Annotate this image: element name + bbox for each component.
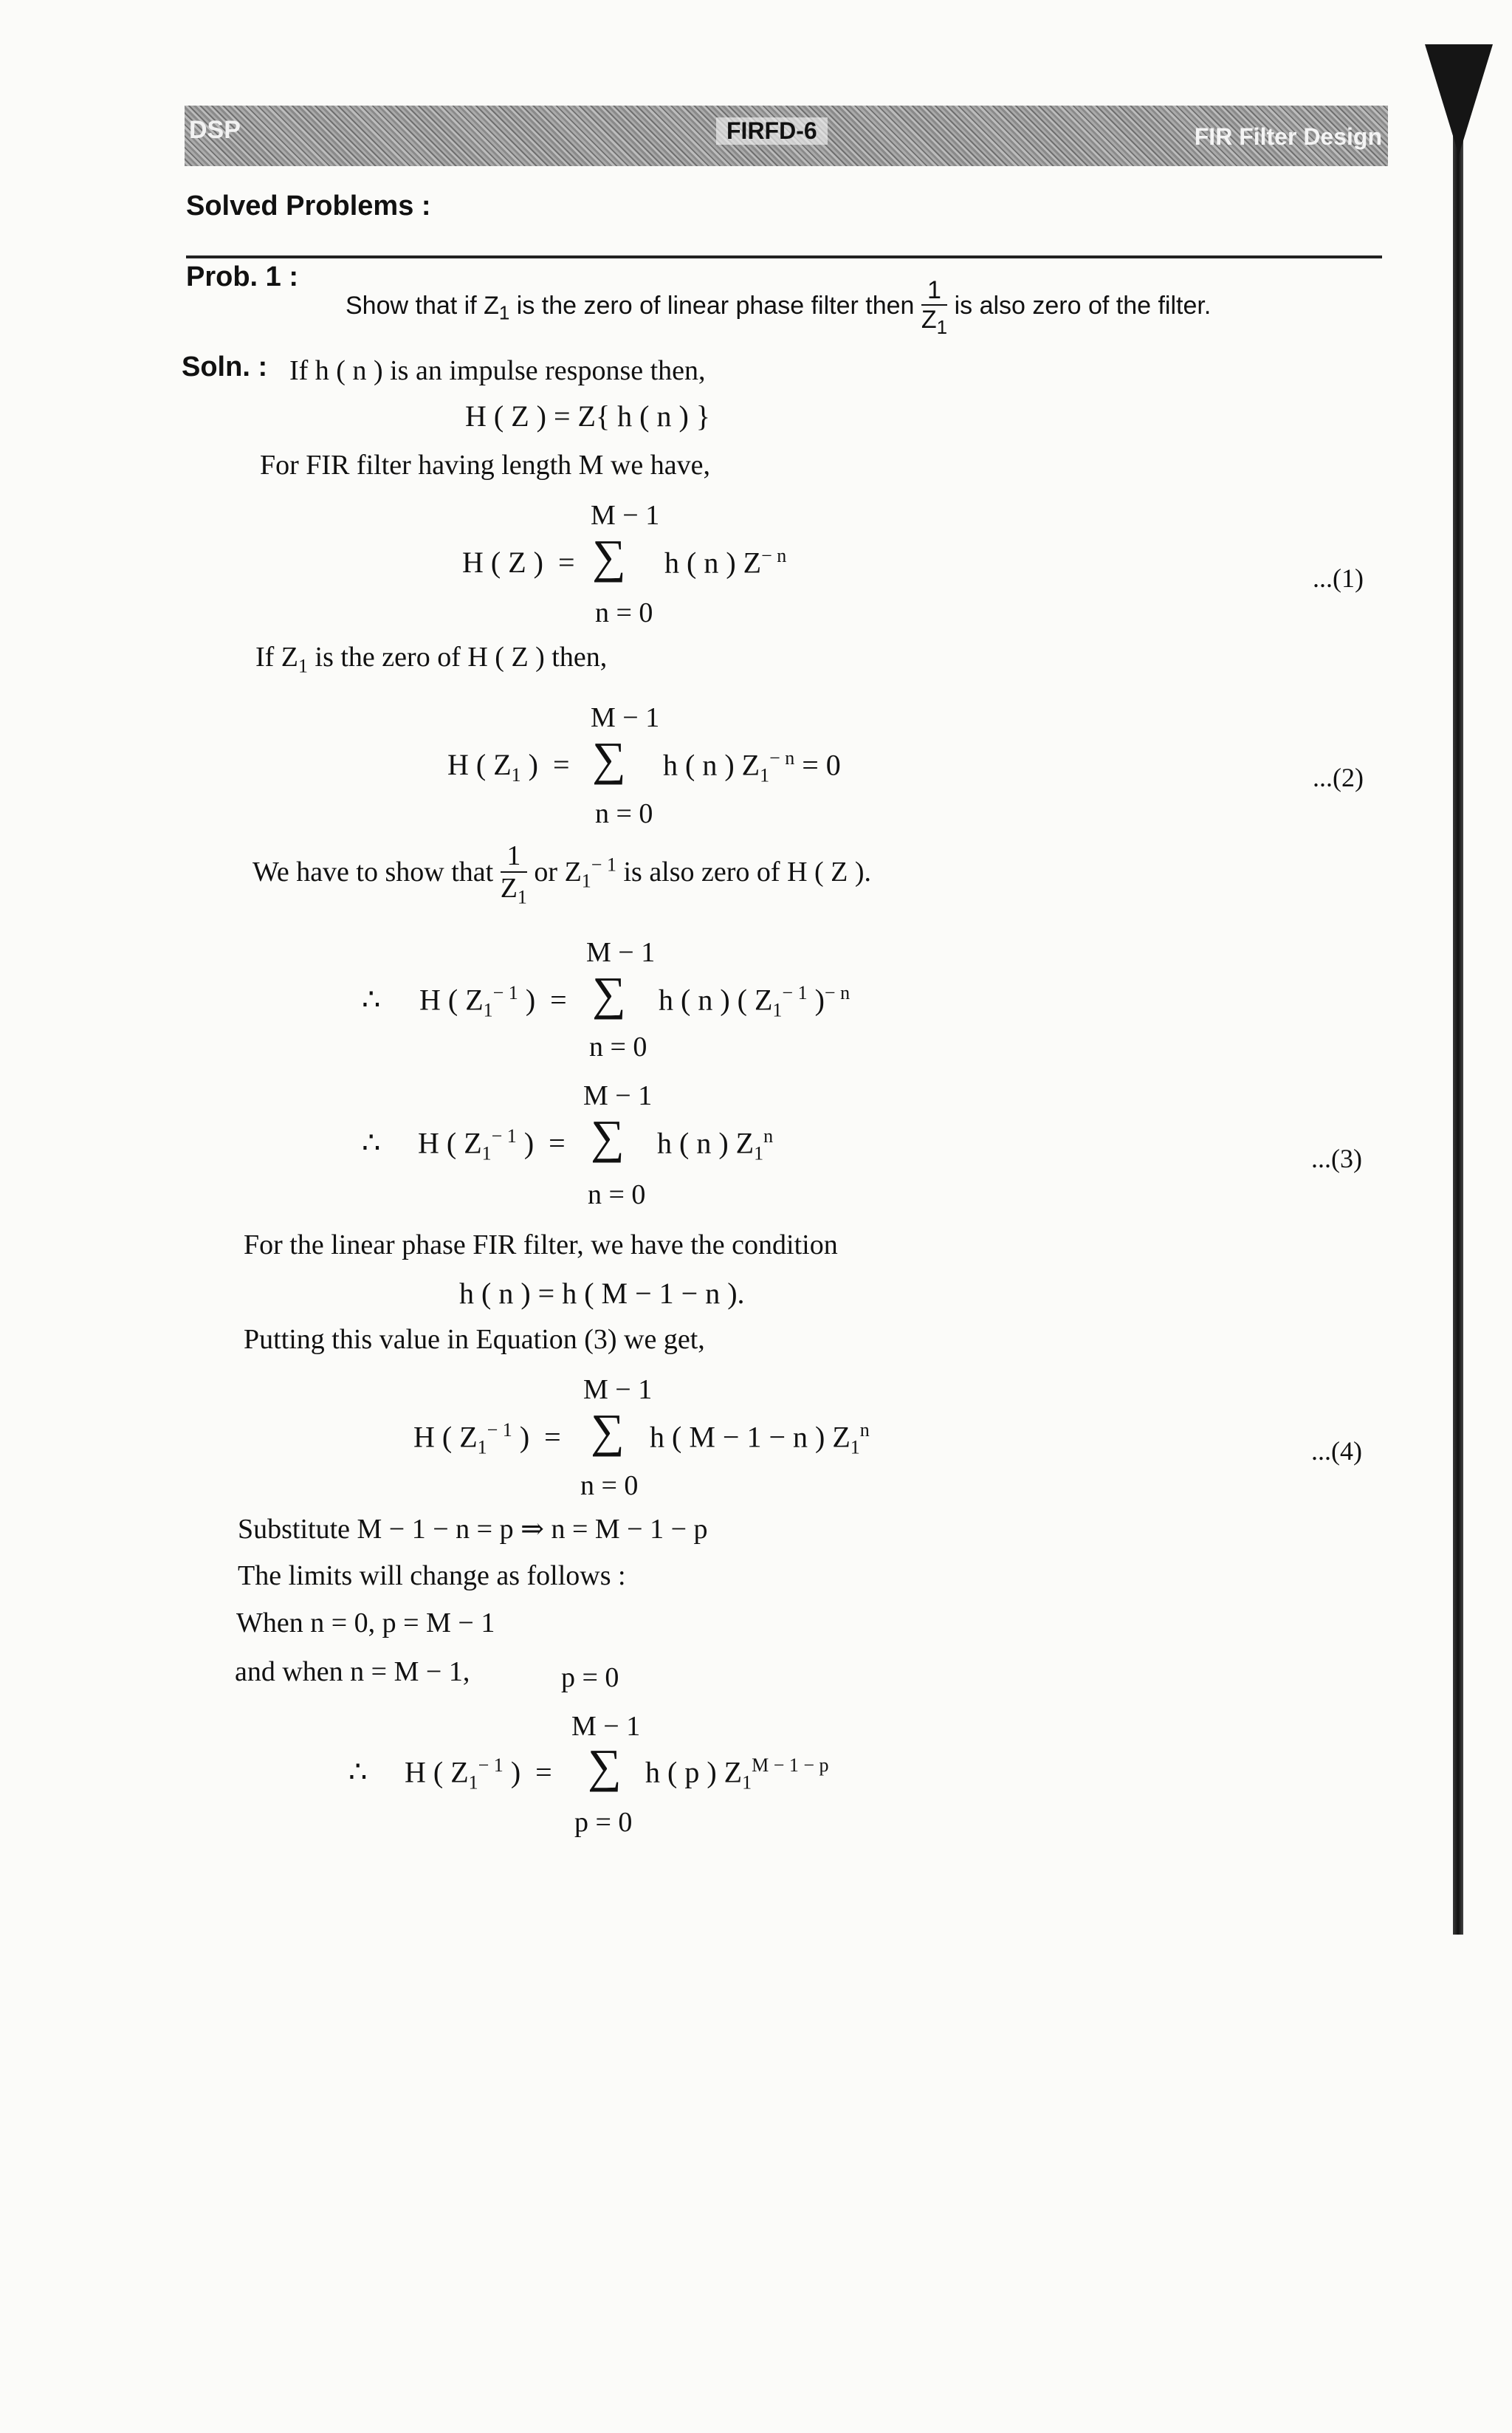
problem-label: Prob. 1 : <box>186 261 299 292</box>
eq3-sigma: ∑ <box>591 1111 625 1163</box>
eq2-rhs: h ( n ) $Z_1^{- n} = 0$ <box>663 747 841 786</box>
page-header <box>185 106 1388 166</box>
eq2-number: ...(2) <box>1313 763 1364 792</box>
when-nm1-text: and when n = M − 1, <box>235 1656 470 1687</box>
eqa-therefore: ∴ <box>362 983 381 1016</box>
show-text-a: We have to show that <box>252 857 501 888</box>
problem-fraction <box>921 278 947 337</box>
zero-text-sub: 1 <box>298 655 309 677</box>
eq1-lower-limit: n = 0 <box>595 597 653 628</box>
eq2-lhs: H ( $Z_1$ ) = <box>447 748 570 786</box>
eq5-lower-limit: p = 0 <box>574 1807 633 1838</box>
fraction-den-sub: 1 <box>936 315 948 338</box>
heading-rule <box>186 255 1382 258</box>
eqa-rhs: h ( n ) ( $Z_1^{- 1}$ )$^{- n}$ <box>659 982 850 1021</box>
eqa-lhs: H ( $Z_1^{- 1}$ ) = <box>419 982 567 1021</box>
eq4-upper-limit: M − 1 <box>583 1374 653 1405</box>
limits-text: The limits will change as follows : <box>238 1560 626 1591</box>
when-nm1-p0: p = 0 <box>561 1662 619 1693</box>
equation-z-transform: H ( Z ) = Z{ h ( n ) } <box>465 399 710 433</box>
eqa-lower-limit: n = 0 <box>589 1032 647 1063</box>
solution-intro: If h ( n ) is an impulse response then, <box>289 355 706 386</box>
eq1-sigma: ∑ <box>592 530 626 583</box>
eq3-upper-limit: M − 1 <box>583 1080 653 1111</box>
eqa-upper-limit: M − 1 <box>586 937 656 968</box>
eq1-rhs: h ( n ) $Z^{- n}$ <box>664 545 787 580</box>
eq3-rhs: h ( n ) $Z_1^n$ <box>657 1125 774 1164</box>
eq3-therefore: ∴ <box>362 1126 381 1159</box>
zero-text <box>255 641 607 678</box>
eq4-lower-limit: n = 0 <box>580 1470 639 1501</box>
eq2-lower-limit: n = 0 <box>595 798 653 829</box>
show-text-exp: − 1 <box>591 854 616 876</box>
binding-edge-top <box>1425 44 1493 155</box>
problem-sub: 1 <box>498 301 510 324</box>
eq5-rhs: h ( p ) $Z_1^{M - 1 - p}$ <box>645 1754 829 1794</box>
problem-text-b: is the zero of linear phase filter then <box>509 291 921 320</box>
eq2-sigma: ∑ <box>592 732 626 785</box>
fraction-numerator: 1 <box>921 278 947 306</box>
eq5-sigma: ∑ <box>588 1740 622 1792</box>
eq3-lhs: H ( $Z_1^{- 1}$ ) = <box>418 1125 566 1164</box>
zero-text-b: is the zero of H ( Z ) then, <box>308 642 608 673</box>
show-fraction-num: 1 <box>501 842 527 873</box>
show-fraction <box>501 842 527 907</box>
problem-statement <box>346 278 1211 337</box>
eq3-lower-limit: n = 0 <box>588 1179 646 1210</box>
eq1-number: ...(1) <box>1313 563 1364 593</box>
show-fraction-sub: 1 <box>517 886 527 908</box>
condition-text: For the linear phase FIR filter, we have the condition <box>244 1229 838 1260</box>
binding-edge <box>1453 44 1463 1935</box>
eq4-rhs: h ( M − 1 − n ) $Z_1^n$ <box>650 1419 870 1458</box>
header-left-label: DSP <box>189 116 241 144</box>
when-n0-text: When n = 0, p = M − 1 <box>236 1607 495 1638</box>
fir-text: For FIR filter having length M we have, <box>260 450 711 481</box>
condition-equation: h ( n ) = h ( M − 1 − n ). <box>459 1277 745 1310</box>
substitute-text: Substitute M − 1 − n = p ⇒ n = M − 1 − p <box>238 1514 708 1545</box>
show-text-c: is also zero of H ( Z ). <box>616 857 872 888</box>
eq5-therefore: ∴ <box>348 1755 368 1788</box>
header-title: FIR Filter Design <box>1194 123 1382 150</box>
show-text-b: or Z <box>526 857 582 888</box>
eq1-upper-limit: M − 1 <box>591 500 660 531</box>
eq2-upper-limit: M − 1 <box>591 702 660 733</box>
show-text: We have to show that $\frac{1}{Z_1}$ or $Z_1^{- 1}$ is also zero of H ( Z ). <box>252 840 872 908</box>
header-page-code: FIRFD-6 <box>716 117 828 145</box>
problem-text-a: Show that if Z <box>346 291 499 320</box>
eq4-number: ...(4) <box>1311 1436 1362 1466</box>
eq5-lhs: H ( $Z_1^{- 1}$ ) = <box>405 1754 552 1794</box>
problem-text-c: is also zero of the filter. <box>947 291 1212 320</box>
eq3-number: ...(3) <box>1311 1144 1362 1173</box>
fraction-denominator <box>921 306 947 337</box>
zero-text-a: If Z <box>255 642 299 673</box>
eq5-upper-limit: M − 1 <box>571 1711 641 1742</box>
eq4-sigma: ∑ <box>591 1404 625 1457</box>
fraction-den-z: Z <box>921 306 937 334</box>
eqa-sigma: ∑ <box>592 967 626 1020</box>
putting-text: Putting this value in Equation (3) we get, <box>244 1324 705 1355</box>
eq4-lhs: H ( $Z_1^{- 1}$ ) = <box>413 1419 561 1458</box>
eq1-lhs: H ( Z ) = <box>462 546 575 579</box>
show-fraction-den: $Z_1$ <box>500 873 527 908</box>
solution-label: Soln. : <box>182 351 268 382</box>
section-heading: Solved Problems : <box>186 191 431 222</box>
